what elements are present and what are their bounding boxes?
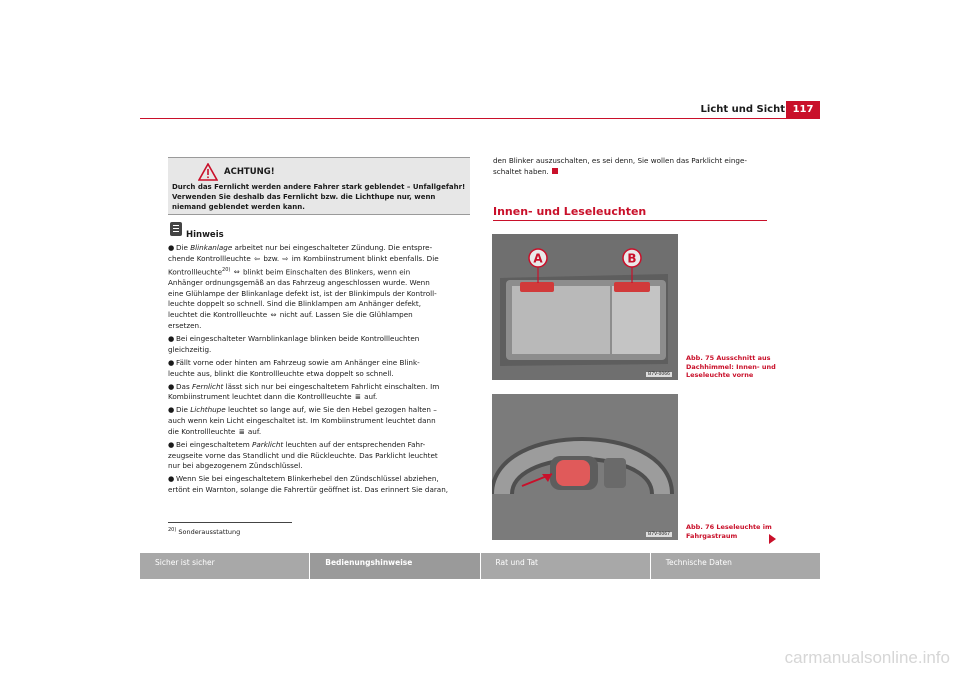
header-rule (140, 118, 820, 119)
footer-nav (140, 553, 820, 579)
page-header-title: Licht und Sicht (700, 104, 785, 115)
bullet-icon: ● (168, 243, 175, 252)
continued-text: den Blinker auszuschalten, es sei denn, Sie wollen das Parklicht einge- schaltet haben. (493, 156, 747, 176)
figure-front-interior-light (492, 234, 678, 380)
bullet-icon: ● (168, 357, 175, 367)
turn-left-arrow-icon: ⇦ (254, 253, 261, 263)
note-body (168, 243, 474, 498)
warning-triangle-icon (198, 163, 218, 181)
note-bullet-3: ● Fällt vorne oder hinten am Fahrzeug sowie am Anhänger eine Blink- leuchte aus, blinkt die Kontrollleuchte etwa doppelt so schnell. (168, 357, 420, 378)
figure-code: B7V-0067 (648, 532, 670, 537)
note-bullet-6: ● Bei eingeschaltetem Parklicht leuchten auf der entsprechenden Fahr- zeugseite vorne das Standlicht und die Rückleuchte. Das Parklicht leuchtet nur bei abgezogenem Zündschlüssel. (168, 439, 438, 471)
figure-callout-b: B (627, 251, 637, 266)
figure-callout-a: A (533, 251, 543, 266)
bullet-icon: ● (168, 333, 175, 343)
note-icon (170, 222, 182, 236)
high-beam-icon: ≣ (354, 392, 361, 402)
note-bullet-2: ● Bei eingeschalteter Warnblinkanlage blinken beide Kontrollleuchten gleichzeitig. (168, 333, 420, 354)
warning-box (168, 157, 470, 215)
turn-right-arrow-icon: ⇨ (282, 253, 289, 263)
section-rule (493, 220, 767, 221)
bullet-icon: ● (168, 439, 175, 449)
high-beam-icon: ≣ (238, 426, 245, 436)
note-bullet-1: ● Die Blinkanlage arbeitet nur bei eingeschalteter Zündung. Die entspre- chende Kontrollleuchte ⇦ bzw. ⇨ im Kombiinstrument blinkt ebenfalls. Die Kontrollleuchte$^{20)}$ ⇔ blinkt beim Einschalten des Blinkers, wenn ein Anhänger ordnungsgemäß an das Fahrzeug angeschlossen wurde. Wenn eine Glühlampe der Blinkanlage defekt ist, ist der Blinkimpuls der Kontroll- leuchte doppelt so schnell. Sind die Blinklampen am Anhänger defekt, leuchtet die Kontrollleuchte ⇔ nicht auf. Lassen Sie die Glühlampen ersetzen. (168, 243, 439, 330)
figure-code: B7V-0066 (648, 372, 670, 377)
watermark: carmanualsonline.info (784, 648, 950, 667)
bullet-icon: ● (168, 474, 175, 484)
warning-title: ACHTUNG! (224, 167, 275, 177)
footer-tab-bedienungshinweise[interactable]: Bedienungshinweise (310, 553, 479, 579)
footer-tab-rat-und-tat[interactable]: Rat und Tat (481, 553, 650, 579)
next-page-arrow-icon (769, 534, 776, 544)
figure-2-illustration (492, 394, 678, 540)
figure-1-illustration (492, 234, 678, 380)
warning-text: Durch das Fernlicht werden andere Fahrer stark geblendet – Unfallgefahr! Verwenden Sie deshalb das Fernlicht bzw. die Lichthupe nur, wenn niemand geblendet werden kann. (172, 183, 466, 211)
page-number-badge: 117 (786, 101, 820, 119)
figure-1-caption: Abb. 75 Ausschnitt aus Dachhimmel: Innen- und Leseleuchte vorne (686, 354, 776, 379)
section-title: Innen- und Leseleuchten (493, 205, 647, 218)
footnote-rule (168, 522, 292, 523)
trailer-indicator-icon: ⇔ (233, 266, 240, 276)
note-bullet-5: ● Die Lichthupe leuchtet so lange auf, wie Sie den Hebel gezogen halten – auch wenn kein Licht eingeschaltet ist. Im Kombiinstrument leuchtet dann die Kontrollleuchte ≣ auf. (168, 405, 437, 436)
figure-2-caption: Abb. 76 Leseleuchte im Fahrgastraum (686, 523, 772, 540)
bullet-icon: ● (168, 381, 175, 391)
trailer-indicator-icon: ⇔ (270, 310, 277, 320)
note-bullet-4: ● Das Fernlicht lässt sich nur bei eingeschaltetem Fahrlicht einschalten. Im Kombiinstrument leuchtet dann die Kontrollleuchte ≣ auf. (168, 381, 440, 402)
note-bullet-7: ● Wenn Sie bei eingeschaltetem Blinkerhebel den Zündschlüssel abziehen, ertönt ein Warnton, solange die Fahrertür geöffnet ist. Das erinnert Sie daran, (168, 474, 449, 495)
note-title: Hinweis (186, 230, 224, 240)
footer-tab-technische-daten[interactable]: Technische Daten (651, 553, 820, 579)
section-end-marker-icon (552, 168, 558, 174)
bullet-icon: ● (168, 405, 175, 415)
figure-passenger-reading-light (492, 394, 678, 540)
footer-tab-sicher-ist-sicher[interactable]: Sicher ist sicher (140, 553, 309, 579)
footnote: $^{20)}$ Sonderausstattung (168, 527, 241, 537)
